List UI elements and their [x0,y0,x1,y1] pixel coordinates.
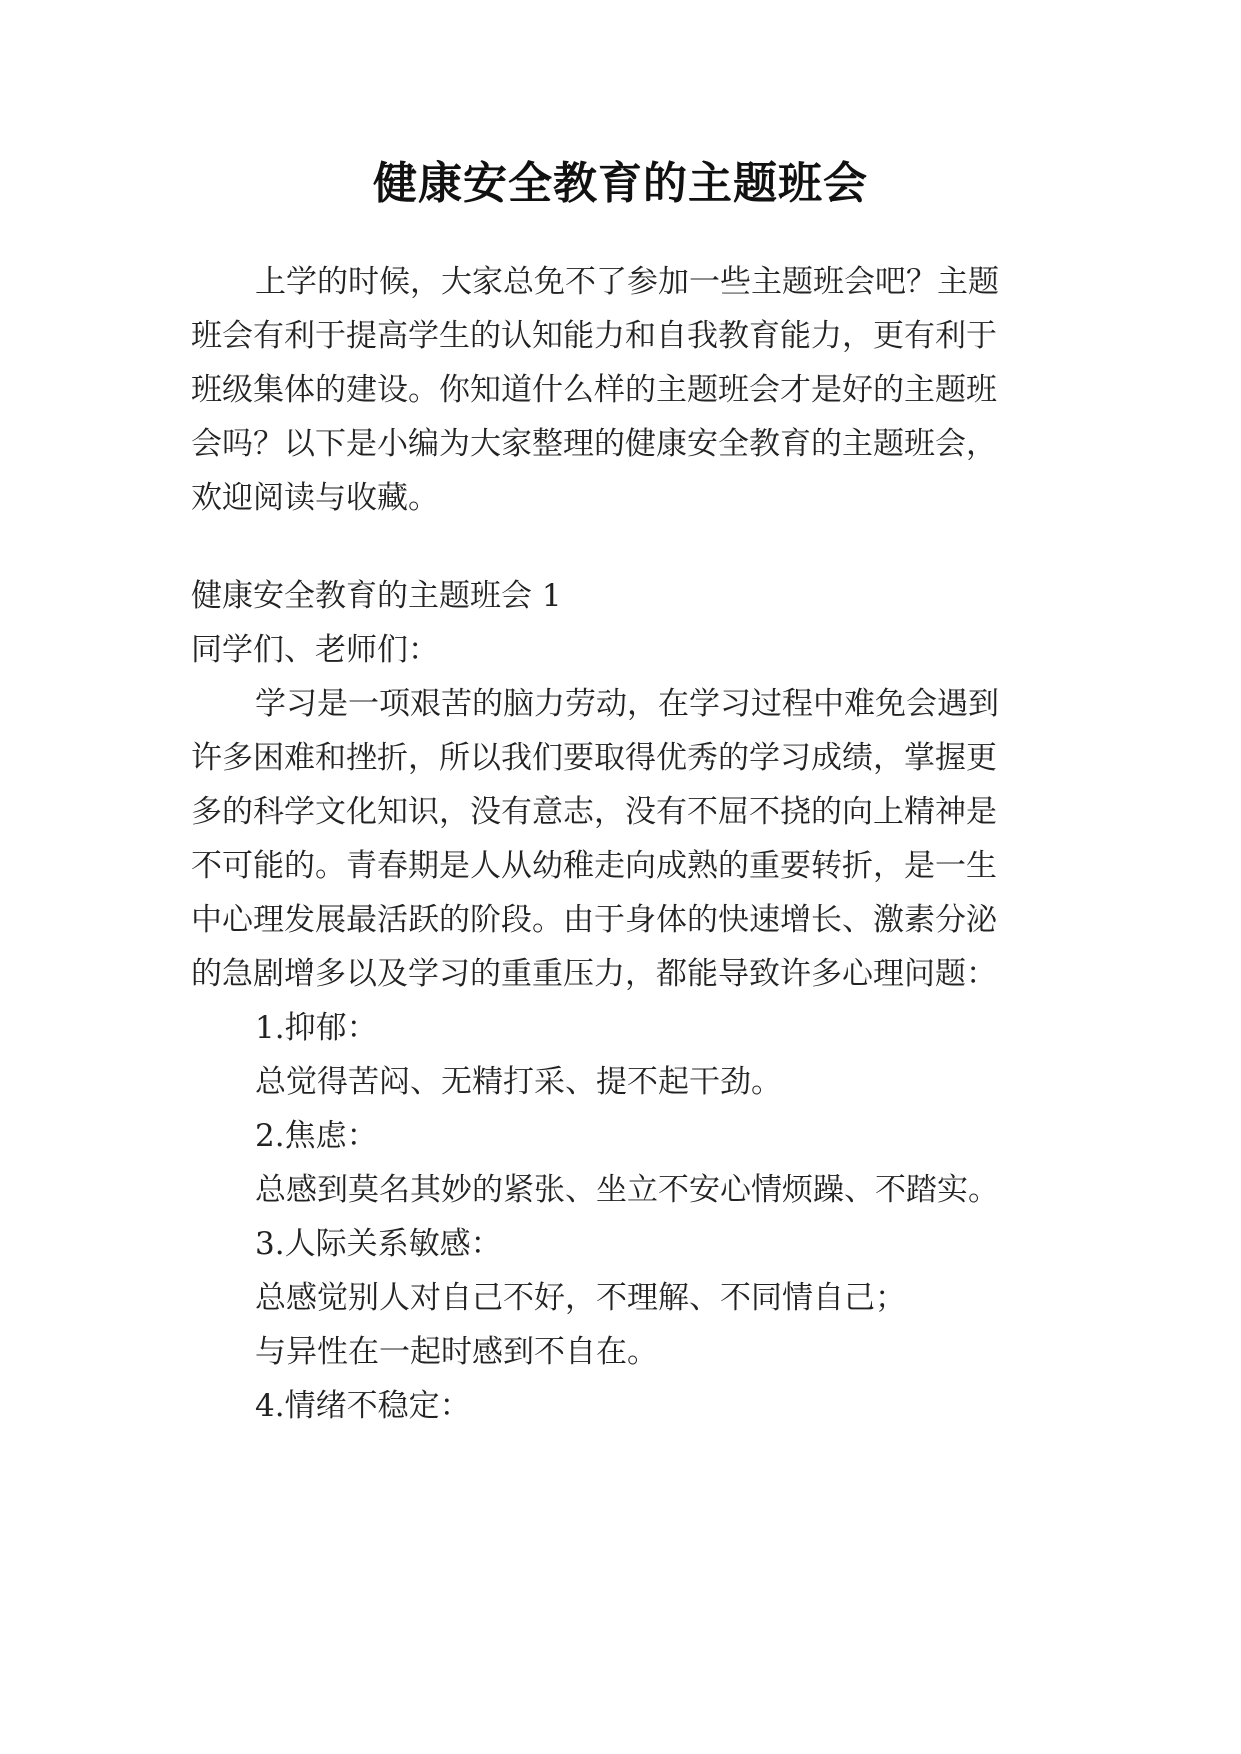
list-item-heading-2: 2.焦虑： [255,1118,378,1154]
body-line-5: 中心理发展最活跃的阶段。由于身体的快速增长、激素分泌 [191,902,997,938]
section-heading: 健康安全教育的主题班会 1 [191,578,562,614]
document-title: 健康安全教育的主题班会 [373,158,868,209]
list-item-text-3b: 与异性在一起时感到不自在。 [255,1334,658,1370]
list-item-heading-3: 3.人际关系敏感： [255,1226,502,1262]
body-line-6: 的急剧增多以及学习的重重压力，都能导致许多心理问题： [191,956,997,992]
body-line-2: 许多困难和挫折，所以我们要取得优秀的学习成绩，掌握更 [191,740,997,776]
list-item-heading-4: 4.情绪不稳定： [255,1388,471,1424]
intro-line-3: 班级集体的建设。你知道什么样的主题班会才是好的主题班 [191,372,997,408]
body-line-1: 学习是一项艰苦的脑力劳动，在学习过程中难免会遇到 [255,686,999,722]
intro-line-2: 班会有利于提高学生的认知能力和自我教育能力，更有利于 [191,318,997,354]
list-item-text-2: 总感到莫名其妙的紧张、坐立不安心情烦躁、不踏实。 [255,1172,999,1208]
list-item-text-1: 总觉得苦闷、无精打采、提不起干劲。 [255,1064,782,1100]
list-item-text-3a: 总感觉别人对自己不好，不理解、不同情自己； [255,1280,906,1316]
salutation: 同学们、老师们： [191,632,439,668]
intro-line-4: 会吗？以下是小编为大家整理的健康安全教育的主题班会， [191,426,997,462]
intro-line-5: 欢迎阅读与收藏。 [191,480,439,516]
body-line-3: 多的科学文化知识，没有意志，没有不屈不挠的向上精神是 [191,794,997,830]
intro-line-1: 上学的时候，大家总免不了参加一些主题班会吧？主题 [255,264,999,300]
body-line-4: 不可能的。青春期是人从幼稚走向成熟的重要转折，是一生 [191,848,997,884]
list-item-heading-1: 1.抑郁： [255,1010,378,1046]
